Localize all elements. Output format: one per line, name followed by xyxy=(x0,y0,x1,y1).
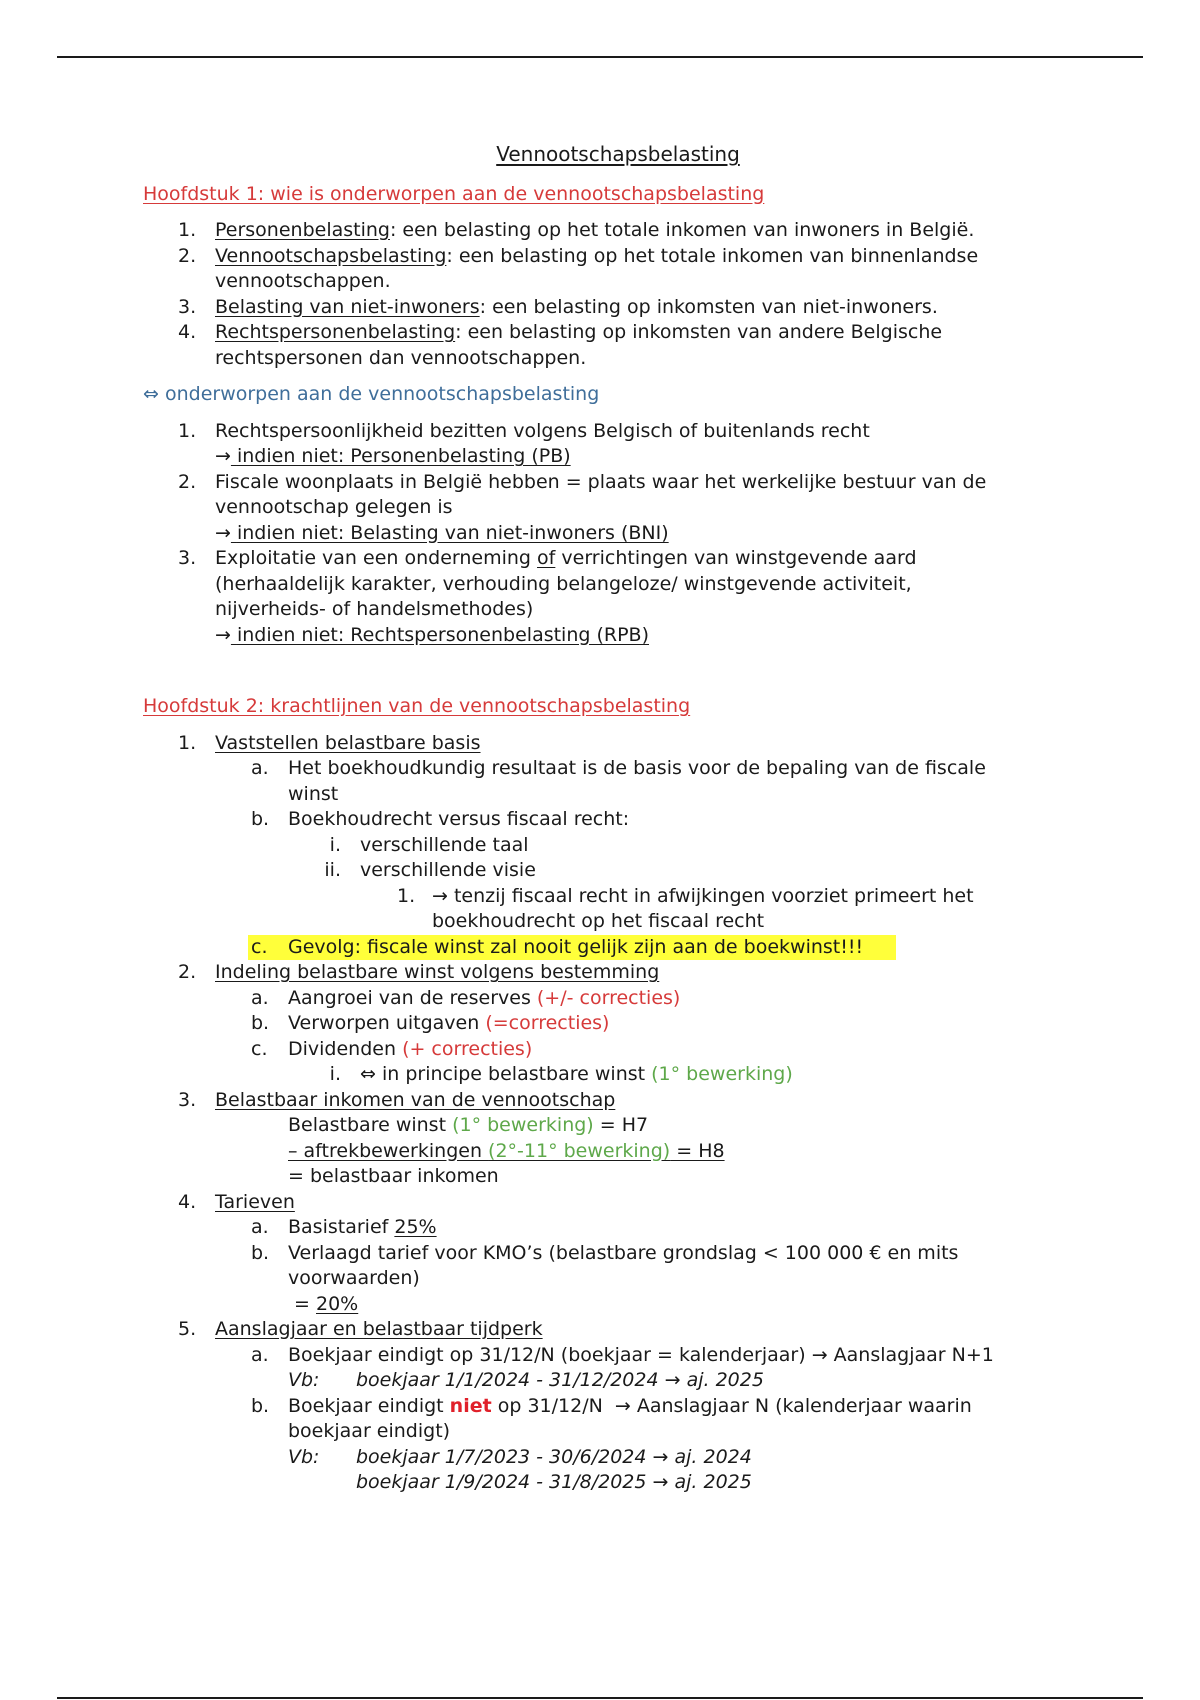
list-item xyxy=(143,1088,1063,1114)
list-letter: a. xyxy=(251,1343,269,1366)
item-text: Aangroei van de reserves xyxy=(288,986,537,1009)
definition: : een belasting op inkomsten van niet-inwoners. xyxy=(479,295,938,318)
operation-note: (1° bewerking) xyxy=(452,1114,594,1136)
example-label: Vb: xyxy=(288,1445,320,1468)
condition-text: Exploitatie van een onderneming xyxy=(215,547,538,569)
item-text: Basistarief xyxy=(288,1216,395,1238)
arrow-right-icon: → xyxy=(664,1369,681,1391)
section-title: Aanslagjaar en belastbaar tijdperk xyxy=(215,1318,543,1340)
example-line xyxy=(288,1471,752,1493)
list-letter: b. xyxy=(251,808,270,830)
list-roman: i. xyxy=(329,833,341,856)
equivalence-icon: ⇔ xyxy=(360,1063,376,1085)
condition-or: of xyxy=(537,547,556,569)
item-text-cont: winst xyxy=(288,782,339,805)
top-rule xyxy=(57,56,1143,58)
definition: : een belasting op het totale inkomen van binnenlandse xyxy=(446,244,979,267)
document-title: Vennootschapsbelasting xyxy=(496,142,740,166)
calc-text: – aftrekbewerkingen xyxy=(288,1139,489,1162)
list-letter: c. xyxy=(251,1037,268,1060)
arrow-right-icon: → xyxy=(652,1445,669,1468)
correction-note: (=correcties) xyxy=(485,1012,610,1034)
example-text: boekjaar 1/7/2023 - 30/6/2024 xyxy=(356,1445,653,1468)
calc-result: = belastbaar inkomen xyxy=(288,1165,499,1187)
example-line xyxy=(288,1369,764,1391)
sub-item xyxy=(143,1394,1063,1496)
arrow-right-icon: → xyxy=(215,623,231,646)
item-text: Verlaagd tarief voor KMO’s (belastbare grondslag < 100 000 € en mits xyxy=(288,1241,959,1264)
list-letter: a. xyxy=(251,757,269,779)
sub-item xyxy=(143,756,1063,807)
example-text: boekjaar 1/9/2024 - 31/8/2025 xyxy=(356,1471,653,1493)
condition-text-cont: vennootschap gelegen is xyxy=(215,496,453,518)
sub-item xyxy=(143,1241,1063,1318)
calc-line xyxy=(143,1113,1063,1139)
sub-item xyxy=(143,986,1063,1012)
list-number: 2. xyxy=(178,470,197,493)
term: Rechtspersonenbelasting xyxy=(215,321,456,343)
list-letter: c. xyxy=(251,935,268,958)
item-text: tenzij fiscaal recht in afwijkingen voorziet primeert het xyxy=(453,884,974,907)
section-title: Vaststellen belastbare basis xyxy=(215,731,481,754)
sub-item xyxy=(143,1215,1063,1241)
list-number: 2. xyxy=(178,961,197,983)
condition-note xyxy=(215,522,755,544)
list-item xyxy=(143,419,1063,470)
section-title: Tarieven xyxy=(215,1190,295,1213)
conditions-list xyxy=(143,419,1063,649)
list-item xyxy=(143,320,1063,371)
item-text-cont: boekhoudrecht op het fiscaal recht xyxy=(432,910,765,932)
condition-text: Fiscale woonplaats in België hebben = plaats waar het werkelijke bestuur van de xyxy=(215,470,987,493)
example-result: aj. 2025 xyxy=(668,1471,752,1493)
example-line xyxy=(288,1446,752,1468)
correction-note: (+/- correcties) xyxy=(536,986,681,1009)
operation-note: (2°-11° bewerking) xyxy=(488,1139,671,1162)
condition-note xyxy=(215,445,571,467)
list-item xyxy=(143,244,1063,295)
operation-note: (1° bewerking) xyxy=(651,1063,793,1085)
equivalence-icon: ⇔ xyxy=(143,383,159,405)
definition-cont: rechtspersonen dan vennootschappen. xyxy=(215,346,587,369)
arrow-right-icon: → xyxy=(215,521,231,544)
calc-underlined xyxy=(288,1140,725,1162)
item-text: Verworpen uitgaven xyxy=(288,1012,486,1034)
item-text: Het boekhoudkundig resultaat is de basis voor de bepaling van de fiscale xyxy=(288,757,986,779)
highlighted-sub-item xyxy=(143,935,1063,961)
term: Personenbelasting xyxy=(215,219,390,241)
sub-sub-item xyxy=(143,833,1063,859)
list-item xyxy=(143,1190,1063,1216)
list-item xyxy=(143,546,1063,648)
item-text: verschillende taal xyxy=(360,833,529,856)
definition: : een belasting op inkomsten van andere Belgische xyxy=(455,321,943,343)
item-text: Dividenden xyxy=(288,1037,403,1060)
sub-item xyxy=(143,1011,1063,1037)
list-number: 3. xyxy=(178,547,197,569)
item-text: Boekjaar eindigt op 31/12/N (boekjaar = kalenderjaar) xyxy=(288,1343,812,1366)
section-title: Belastbaar inkomen van de vennootschap xyxy=(215,1088,616,1111)
list-item xyxy=(143,218,1063,244)
list-letter: a. xyxy=(251,1216,269,1238)
list-number: 1. xyxy=(178,731,197,754)
item-text: Aanslagjaar N+1 xyxy=(827,1343,994,1366)
condition-text: Rechtspersoonlijkheid bezitten volgens Belgisch of buitenlands recht xyxy=(215,419,870,442)
list-roman: i. xyxy=(329,1063,341,1085)
arrow-right-icon: → xyxy=(215,445,231,467)
example-result: aj. 2025 xyxy=(680,1369,764,1391)
list-item xyxy=(143,295,1063,321)
emphasis-niet: niet xyxy=(449,1394,492,1417)
item-text: Boekhoudrecht versus fiscaal recht: xyxy=(288,808,630,830)
sub-item xyxy=(143,807,1063,833)
list-item xyxy=(143,470,1063,547)
item-text: Boekjaar eindigt xyxy=(288,1394,450,1417)
list-item xyxy=(143,1317,1063,1343)
item-text-cont: boekjaar eindigt) xyxy=(288,1420,451,1442)
calc-line xyxy=(143,1164,1063,1190)
chapter-2-list xyxy=(143,731,1063,1496)
condition-text-cont: nijverheids- of handelsmethodes) xyxy=(215,598,534,620)
example-result: aj. 2024 xyxy=(668,1445,752,1468)
list-roman: ii. xyxy=(324,859,341,881)
list-number: 1. xyxy=(178,419,197,442)
rate-value: 25% xyxy=(394,1216,437,1238)
item-text: Aanslagjaar N (kalenderjaar waarin xyxy=(630,1394,972,1417)
document-body xyxy=(143,142,1063,1496)
arrow-right-icon: → xyxy=(432,884,448,907)
list-number: 4. xyxy=(178,1190,197,1213)
list-number: 4. xyxy=(178,321,197,343)
list-number: 2. xyxy=(178,244,197,267)
item-text: op 31/12/N xyxy=(491,1394,615,1417)
item-text: Gevolg: fiscale winst zal nooit gelijk zijn aan de boekwinst!!! xyxy=(288,935,864,958)
definition: : een belasting op het totale inkomen van inwoners in België. xyxy=(389,219,975,241)
chapter-2-heading: Hoofdstuk 2: krachtlijnen van de vennootschapsbelasting xyxy=(143,695,691,717)
calc-text: Belastbare winst xyxy=(288,1114,453,1136)
condition-text: verrichtingen van winstgevende aard xyxy=(555,547,917,569)
rate-value: 20% xyxy=(316,1292,359,1315)
calc-line xyxy=(143,1139,1063,1165)
tax-types-list xyxy=(143,218,1063,371)
list-number: 3. xyxy=(178,295,197,318)
list-number: 1. xyxy=(178,219,197,241)
sub-item xyxy=(143,1343,1063,1394)
correction-note: (+ correcties) xyxy=(402,1037,533,1060)
calc-ref: = H8 xyxy=(670,1139,725,1162)
condition-note xyxy=(215,624,681,646)
item-text: in principe belastbare winst xyxy=(381,1063,652,1085)
example-text: boekjaar 1/1/2024 - 31/12/2024 xyxy=(356,1369,665,1391)
sub-sub-item xyxy=(143,858,1063,884)
list-number: 5. xyxy=(178,1318,197,1340)
sub-heading xyxy=(143,382,1063,408)
item-text-cont: voorwaarden) xyxy=(288,1267,420,1289)
note-text: indien niet: Personenbelasting (PB) xyxy=(236,445,571,467)
list-letter: b. xyxy=(251,1012,270,1034)
term: Vennootschapsbelasting xyxy=(215,244,447,267)
section-title: Indeling belastbare winst volgens bestemming xyxy=(215,961,660,983)
sub-sub-item xyxy=(143,1062,1063,1088)
note-text: indien niet: Belasting van niet-inwoners (BNI) xyxy=(236,521,669,544)
chapter-1-heading: Hoofdstuk 1: wie is onderworpen aan de vennootschapsbelasting xyxy=(143,182,765,205)
sub-item xyxy=(143,1037,1063,1063)
sub-sub-sub-item xyxy=(143,884,1063,935)
list-number: 1. xyxy=(397,884,416,907)
list-item xyxy=(143,960,1063,986)
term: Belasting van niet-inwoners xyxy=(215,295,480,318)
list-number: 3. xyxy=(178,1088,197,1111)
bottom-rule xyxy=(57,1697,1143,1699)
note-text: indien niet: Rechtspersonenbelasting (RPB) xyxy=(236,623,649,646)
condition-text-cont: (herhaaldelijk karakter, verhouding belangeloze/ winstgevende activiteit, xyxy=(215,572,912,595)
list-item xyxy=(143,731,1063,757)
equals-sign: = xyxy=(288,1292,316,1315)
sub-heading-text: onderworpen aan de vennootschapsbelasting xyxy=(164,383,600,405)
list-letter: a. xyxy=(251,986,269,1009)
item-text: verschillende visie xyxy=(360,859,536,881)
definition-cont: vennootschappen. xyxy=(215,270,391,292)
example-label: Vb: xyxy=(288,1369,320,1391)
list-letter: b. xyxy=(251,1241,270,1264)
list-letter: b. xyxy=(251,1394,270,1417)
arrow-right-icon: → xyxy=(652,1471,669,1493)
calc-ref: = H7 xyxy=(593,1114,649,1136)
arrow-right-icon: → xyxy=(614,1394,631,1417)
arrow-right-icon: → xyxy=(811,1343,828,1366)
